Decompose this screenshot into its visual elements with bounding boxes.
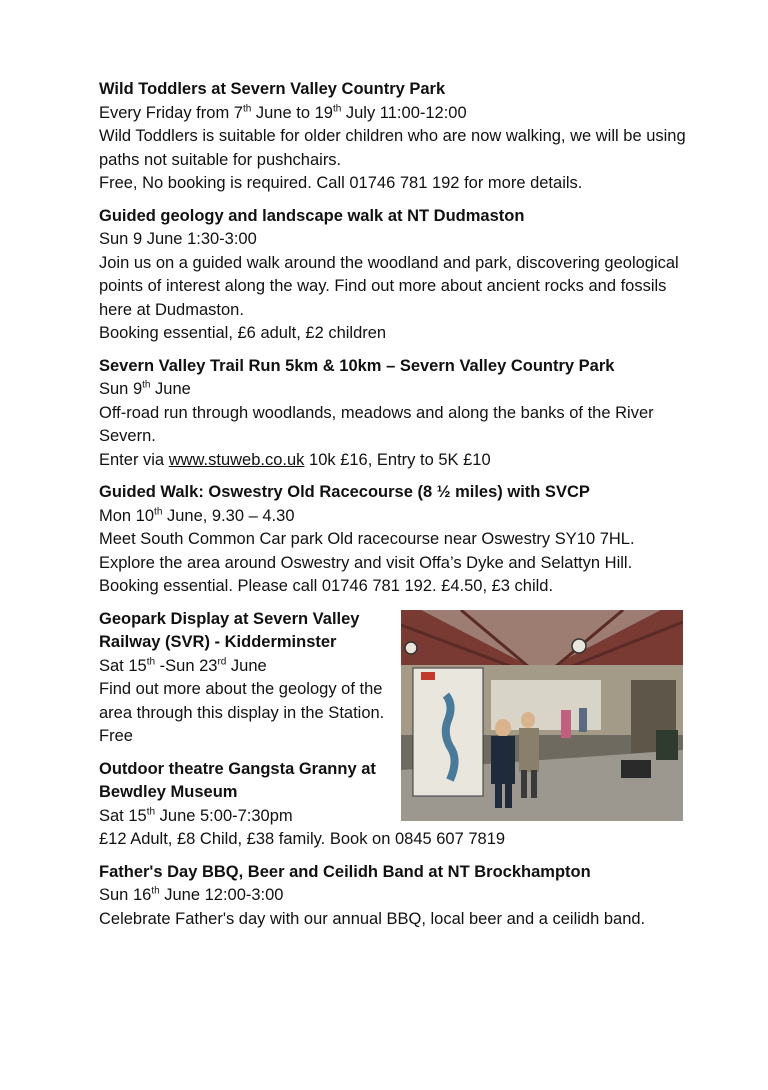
event-date: Sun 9 June 1:30-3:00 <box>99 230 257 248</box>
event-description: Join us on a guided walk around the woodland and park, discovering geological points of interest along the way. Find out more about ancient rocks and fossils here at Dudmaston. <box>99 253 679 319</box>
events-list <box>99 78 699 940</box>
booking-text: Enter via <box>99 450 169 469</box>
stuweb-link[interactable]: www.stuweb.co.uk <box>168 450 305 469</box>
date-text: June 5:00-7:30pm <box>155 806 293 825</box>
date-suffix: th <box>146 806 156 817</box>
date-text: Mon 10 <box>99 506 155 525</box>
event-description: Find out more about the geology of the area through this display in the Station. Free <box>99 680 385 745</box>
event-title: Severn Valley Trail Run 5km & 10km – Severn Valley Country Park <box>99 356 615 375</box>
event-title: Guided Walk: Oswestry Old Racecourse (8 ½ miles) with SVCP <box>99 483 590 501</box>
date-text: Sat 15 <box>99 806 147 825</box>
station-display-photo <box>401 610 683 821</box>
event-date <box>99 378 699 402</box>
event-fathers-day <box>99 861 699 932</box>
event-geology-walk <box>99 205 699 346</box>
date-text: Sat 15 <box>99 656 147 675</box>
event-oswestry-walk <box>99 481 699 599</box>
event-title: Father's Day BBQ, Beer and Ceilidh Band at NT Brockhampton <box>99 862 591 881</box>
date-text: -Sun 23 <box>155 656 218 675</box>
date-text: Sun 16 <box>99 886 152 904</box>
date-suffix: rd <box>217 656 227 667</box>
event-booking: £12 Adult, £8 Child, £38 family. Book on 0845 607 7819 <box>99 830 506 848</box>
event-date <box>99 505 699 529</box>
event-booking: Free, No booking is required. Call 01746 781 192 for more details. <box>99 174 583 192</box>
event-description: Wild Toddlers is suitable for older children who are now walking, we will be using paths not suitable for pushchairs. <box>99 127 686 169</box>
event-description: Celebrate Father's day with our annual BBQ, local beer and a ceilidh band. <box>99 909 646 928</box>
date-text: June <box>226 656 267 675</box>
date-text: June 12:00-3:00 <box>159 886 284 904</box>
event-title: Guided geology and landscape walk at NT Dudmaston <box>99 206 525 225</box>
event-date <box>99 655 389 679</box>
date-text: Sun 9 <box>99 380 143 398</box>
event-booking: Booking essential, £6 adult, £2 children <box>99 324 387 342</box>
date-text: June, 9.30 – 4.30 <box>162 506 295 525</box>
photo-section <box>99 608 699 852</box>
date-text: June to 19 <box>251 103 333 122</box>
event-booking <box>99 449 699 473</box>
event-date <box>99 102 699 126</box>
event-description: Off-road run through woodlands, meadows and along the banks of the River Severn. <box>99 403 654 445</box>
event-geopark-display <box>99 608 389 749</box>
date-suffix: th <box>142 379 151 391</box>
date-text: Every Friday from 7 <box>99 103 243 122</box>
booking-text: 10k £16, Entry to 5K £10 <box>304 450 491 469</box>
date-suffix: th <box>151 885 160 897</box>
event-meeting-point: Meet South Common Car park Old racecourse near Oswestry SY10 7HL. <box>99 530 635 548</box>
event-trail-run <box>99 355 699 473</box>
event-date <box>99 884 699 908</box>
event-wild-toddlers <box>99 78 699 196</box>
date-suffix: th <box>242 103 252 114</box>
event-title: Outdoor theatre Gangsta Granny at Bewdley Museum <box>99 759 376 801</box>
event-description: Explore the area around Oswestry and visit Offa’s Dyke and Selattyn Hill. <box>99 553 633 572</box>
date-text: June <box>150 380 191 398</box>
date-suffix: th <box>154 506 163 517</box>
event-title: Wild Toddlers at Severn Valley Country Park <box>99 80 446 98</box>
date-suffix: th <box>332 103 342 114</box>
event-title: Geopark Display at Severn Valley Railway (SVR) - Kidderminster <box>99 609 360 651</box>
event-booking: Booking essential. Please call 01746 781 192. £4.50, £3 child. <box>99 577 554 595</box>
date-text: July 11:00-12:00 <box>341 103 467 122</box>
date-suffix: th <box>146 656 156 667</box>
